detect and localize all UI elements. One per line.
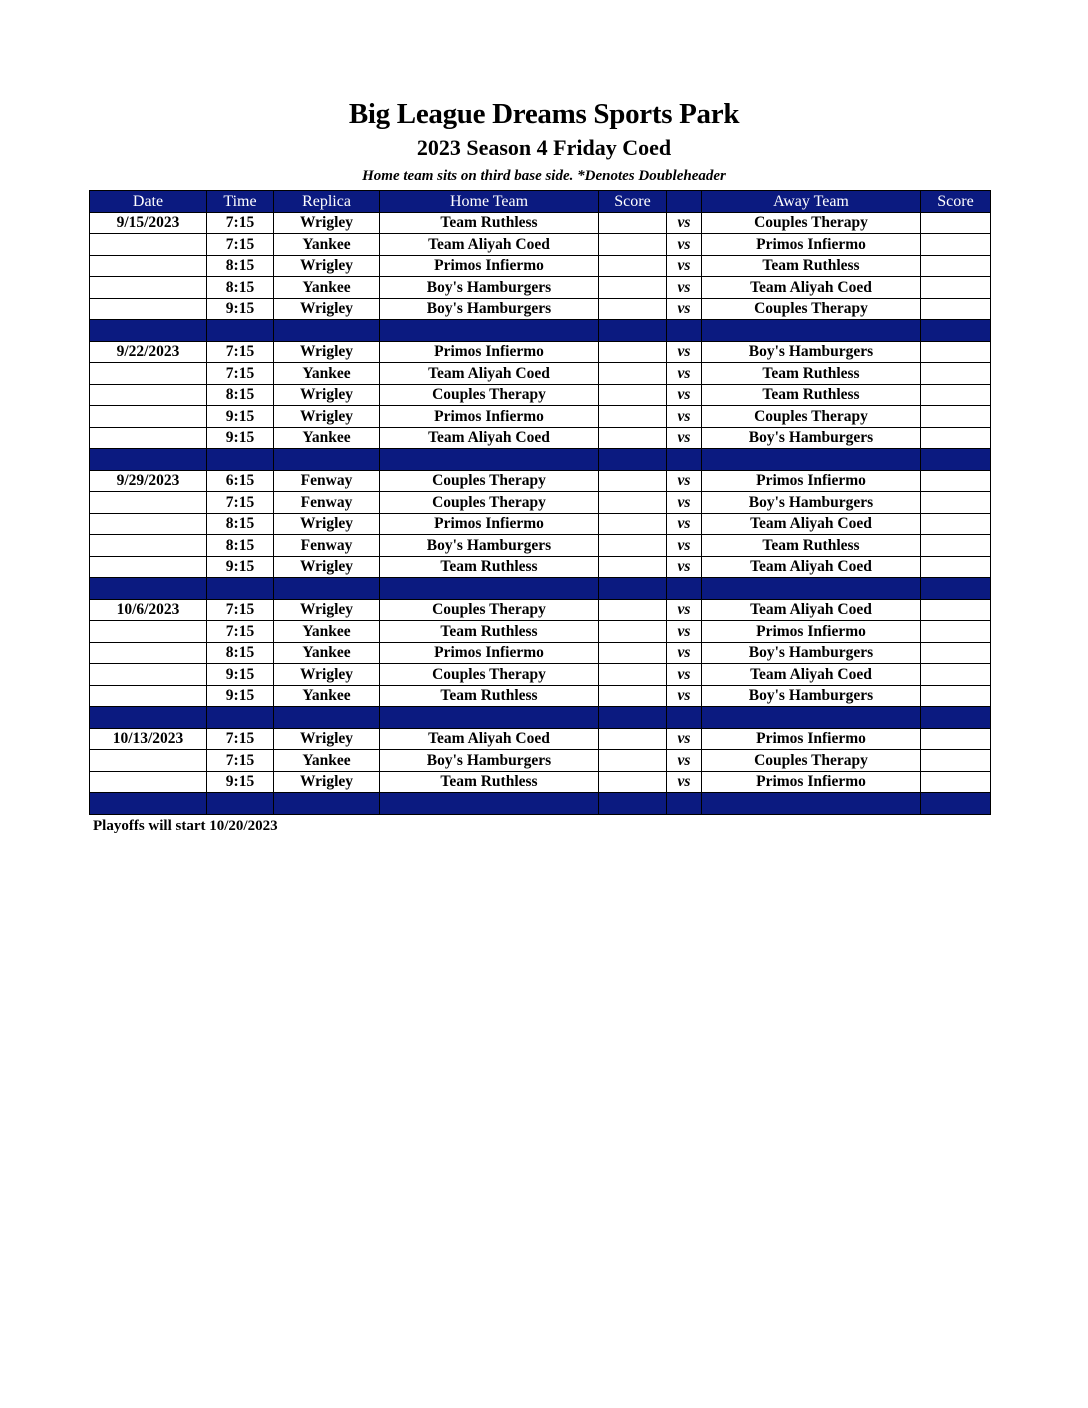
away-team-cell: Boy's Hamburgers [702, 427, 921, 449]
home-team-cell: Primos Infiermo [380, 406, 599, 428]
vs-cell: vs [667, 363, 702, 385]
home-team-cell: Primos Infiermo [380, 341, 599, 363]
separator-cell [207, 578, 274, 600]
separator-cell [667, 449, 702, 471]
separator-cell [90, 320, 207, 342]
away-team-cell: Couples Therapy [702, 750, 921, 772]
replica-cell: Yankee [274, 685, 380, 707]
time-cell: 7:15 [207, 750, 274, 772]
separator-cell [207, 793, 274, 815]
separator-cell [274, 320, 380, 342]
time-cell: 8:15 [207, 277, 274, 299]
away-score-cell [921, 599, 991, 621]
home-team-cell: Couples Therapy [380, 470, 599, 492]
game-row [90, 513, 991, 535]
away-score-cell [921, 234, 991, 256]
column-header-date: Date [90, 191, 207, 213]
home-score-cell [599, 341, 667, 363]
home-team-cell: Team Ruthless [380, 685, 599, 707]
separator-cell [90, 793, 207, 815]
date-cell: 10/13/2023 [90, 728, 207, 750]
date-cell [90, 384, 207, 406]
home-team-cell: Primos Infiermo [380, 513, 599, 535]
replica-cell: Wrigley [274, 599, 380, 621]
date-cell [90, 556, 207, 578]
date-cell [90, 664, 207, 686]
time-cell: 7:15 [207, 492, 274, 514]
separator-cell [274, 449, 380, 471]
home-score-cell [599, 492, 667, 514]
game-row [90, 277, 991, 299]
away-score-cell [921, 728, 991, 750]
column-header-vs [667, 191, 702, 213]
home-score-cell [599, 470, 667, 492]
vs-cell: vs [667, 298, 702, 320]
schedule-table [89, 190, 991, 815]
game-row [90, 406, 991, 428]
time-cell: 7:15 [207, 728, 274, 750]
away-team-cell: Team Ruthless [702, 384, 921, 406]
page-title: Big League Dreams Sports Park [348, 98, 740, 130]
replica-cell: Yankee [274, 642, 380, 664]
time-cell: 7:15 [207, 363, 274, 385]
date-cell [90, 621, 207, 643]
time-cell: 8:15 [207, 513, 274, 535]
away-team-cell: Couples Therapy [702, 212, 921, 234]
away-team-cell: Team Aliyah Coed [702, 277, 921, 299]
separator-cell [274, 707, 380, 729]
replica-cell: Yankee [274, 427, 380, 449]
game-row [90, 341, 991, 363]
separator-cell [702, 707, 921, 729]
date-cell [90, 750, 207, 772]
away-team-cell: Team Aliyah Coed [702, 513, 921, 535]
time-cell: 7:15 [207, 341, 274, 363]
away-team-cell: Primos Infiermo [702, 470, 921, 492]
game-row [90, 234, 991, 256]
home-score-cell [599, 642, 667, 664]
replica-cell: Yankee [274, 234, 380, 256]
home-team-cell: Primos Infiermo [380, 642, 599, 664]
game-row [90, 771, 991, 793]
vs-cell: vs [667, 771, 702, 793]
date-cell [90, 255, 207, 277]
separator-cell [90, 449, 207, 471]
vs-cell: vs [667, 535, 702, 557]
time-cell: 7:15 [207, 599, 274, 621]
home-team-cell: Team Aliyah Coed [380, 234, 599, 256]
home-team-cell: Team Aliyah Coed [380, 363, 599, 385]
replica-cell: Fenway [274, 535, 380, 557]
separator-cell [667, 578, 702, 600]
replica-cell: Wrigley [274, 556, 380, 578]
separator-cell [380, 707, 599, 729]
game-row [90, 298, 991, 320]
game-row [90, 363, 991, 385]
replica-cell: Wrigley [274, 255, 380, 277]
vs-cell: vs [667, 427, 702, 449]
home-score-cell [599, 384, 667, 406]
away-score-cell [921, 750, 991, 772]
replica-cell: Yankee [274, 750, 380, 772]
separator-cell [380, 793, 599, 815]
away-team-cell: Boy's Hamburgers [702, 685, 921, 707]
date-cell: 9/22/2023 [90, 341, 207, 363]
away-score-cell [921, 363, 991, 385]
week-separator-row [90, 793, 991, 815]
separator-cell [207, 449, 274, 471]
vs-cell: vs [667, 234, 702, 256]
vs-cell: vs [667, 599, 702, 621]
home-team-cell: Team Ruthless [380, 771, 599, 793]
game-row [90, 685, 991, 707]
away-score-cell [921, 621, 991, 643]
time-cell: 7:15 [207, 234, 274, 256]
separator-cell [599, 320, 667, 342]
replica-cell: Wrigley [274, 728, 380, 750]
vs-cell: vs [667, 492, 702, 514]
week-separator-row [90, 320, 991, 342]
separator-cell [702, 449, 921, 471]
home-team-cell: Boy's Hamburgers [380, 750, 599, 772]
separator-cell [702, 578, 921, 600]
date-cell [90, 427, 207, 449]
replica-cell: Fenway [274, 492, 380, 514]
separator-cell [207, 320, 274, 342]
home-score-cell [599, 750, 667, 772]
time-cell: 9:15 [207, 685, 274, 707]
time-cell: 9:15 [207, 556, 274, 578]
replica-cell: Yankee [274, 363, 380, 385]
replica-cell: Wrigley [274, 771, 380, 793]
replica-cell: Wrigley [274, 664, 380, 686]
doubleheader-note: Home team sits on third base side. *Denotes Doubleheader [362, 168, 726, 184]
home-score-cell [599, 535, 667, 557]
away-team-cell: Boy's Hamburgers [702, 492, 921, 514]
date-cell [90, 363, 207, 385]
game-row [90, 556, 991, 578]
home-score-cell [599, 363, 667, 385]
column-header-home-team: Home Team [380, 191, 599, 213]
replica-cell: Wrigley [274, 298, 380, 320]
separator-cell [702, 320, 921, 342]
home-score-cell [599, 298, 667, 320]
home-team-cell: Team Aliyah Coed [380, 427, 599, 449]
separator-cell [380, 320, 599, 342]
away-team-cell: Team Aliyah Coed [702, 664, 921, 686]
separator-cell [921, 320, 991, 342]
away-team-cell: Team Ruthless [702, 535, 921, 557]
home-score-cell [599, 685, 667, 707]
vs-cell: vs [667, 277, 702, 299]
replica-cell: Fenway [274, 470, 380, 492]
away-score-cell [921, 341, 991, 363]
week-separator-row [90, 707, 991, 729]
away-score-cell [921, 298, 991, 320]
separator-cell [599, 707, 667, 729]
away-score-cell [921, 771, 991, 793]
vs-cell: vs [667, 728, 702, 750]
game-row [90, 470, 991, 492]
home-score-cell [599, 277, 667, 299]
separator-cell [380, 578, 599, 600]
home-score-cell [599, 771, 667, 793]
vs-cell: vs [667, 212, 702, 234]
vs-cell: vs [667, 664, 702, 686]
away-score-cell [921, 406, 991, 428]
time-cell: 8:15 [207, 384, 274, 406]
column-header-away-score: Score [921, 191, 991, 213]
game-row [90, 621, 991, 643]
game-row [90, 642, 991, 664]
replica-cell: Wrigley [274, 212, 380, 234]
vs-cell: vs [667, 513, 702, 535]
away-score-cell [921, 642, 991, 664]
home-team-cell: Couples Therapy [380, 384, 599, 406]
away-score-cell [921, 492, 991, 514]
home-team-cell: Couples Therapy [380, 664, 599, 686]
away-score-cell [921, 470, 991, 492]
separator-cell [921, 449, 991, 471]
separator-cell [599, 793, 667, 815]
date-cell [90, 685, 207, 707]
away-score-cell [921, 277, 991, 299]
date-cell [90, 277, 207, 299]
time-cell: 9:15 [207, 771, 274, 793]
home-team-cell: Team Ruthless [380, 556, 599, 578]
time-cell: 9:15 [207, 664, 274, 686]
away-team-cell: Primos Infiermo [702, 621, 921, 643]
home-team-cell: Primos Infiermo [380, 255, 599, 277]
game-row [90, 384, 991, 406]
table-header-row [90, 191, 991, 213]
home-score-cell [599, 513, 667, 535]
game-row [90, 599, 991, 621]
game-row [90, 728, 991, 750]
vs-cell: vs [667, 406, 702, 428]
schedule-body [90, 212, 991, 814]
time-cell: 9:15 [207, 427, 274, 449]
date-cell [90, 492, 207, 514]
replica-cell: Wrigley [274, 341, 380, 363]
away-team-cell: Primos Infiermo [702, 728, 921, 750]
home-team-cell: Boy's Hamburgers [380, 298, 599, 320]
vs-cell: vs [667, 685, 702, 707]
column-header-away-team: Away Team [702, 191, 921, 213]
separator-cell [667, 320, 702, 342]
replica-cell: Yankee [274, 277, 380, 299]
week-separator-row [90, 578, 991, 600]
game-row [90, 535, 991, 557]
away-team-cell: Boy's Hamburgers [702, 341, 921, 363]
date-cell [90, 406, 207, 428]
separator-cell [207, 707, 274, 729]
away-team-cell: Couples Therapy [702, 298, 921, 320]
game-row [90, 664, 991, 686]
column-header-home-score: Score [599, 191, 667, 213]
date-cell: 9/15/2023 [90, 212, 207, 234]
away-score-cell [921, 384, 991, 406]
away-score-cell [921, 212, 991, 234]
time-cell: 8:15 [207, 255, 274, 277]
time-cell: 6:15 [207, 470, 274, 492]
away-score-cell [921, 556, 991, 578]
separator-cell [667, 707, 702, 729]
week-separator-row [90, 449, 991, 471]
time-cell: 8:15 [207, 642, 274, 664]
replica-cell: Yankee [274, 621, 380, 643]
away-team-cell: Primos Infiermo [702, 771, 921, 793]
away-team-cell: Primos Infiermo [702, 234, 921, 256]
separator-cell [599, 449, 667, 471]
page-subtitle: 2023 Season 4 Friday Coed [416, 135, 672, 160]
date-cell [90, 642, 207, 664]
home-score-cell [599, 728, 667, 750]
time-cell: 9:15 [207, 298, 274, 320]
date-cell: 10/6/2023 [90, 599, 207, 621]
column-header-replica: Replica [274, 191, 380, 213]
separator-cell [90, 707, 207, 729]
replica-cell: Wrigley [274, 384, 380, 406]
separator-cell [921, 578, 991, 600]
home-score-cell [599, 212, 667, 234]
away-score-cell [921, 535, 991, 557]
away-team-cell: Team Aliyah Coed [702, 556, 921, 578]
column-header-time: Time [207, 191, 274, 213]
time-cell: 7:15 [207, 621, 274, 643]
replica-cell: Wrigley [274, 406, 380, 428]
away-score-cell [921, 255, 991, 277]
away-team-cell: Team Ruthless [702, 363, 921, 385]
date-cell [90, 234, 207, 256]
game-row [90, 750, 991, 772]
date-cell [90, 513, 207, 535]
game-row [90, 255, 991, 277]
playoffs-note: Playoffs will start 10/20/2023 [93, 818, 278, 834]
away-team-cell: Boy's Hamburgers [702, 642, 921, 664]
date-cell: 9/29/2023 [90, 470, 207, 492]
separator-cell [599, 578, 667, 600]
vs-cell: vs [667, 255, 702, 277]
game-row [90, 492, 991, 514]
home-team-cell: Team Ruthless [380, 212, 599, 234]
date-cell [90, 298, 207, 320]
vs-cell: vs [667, 470, 702, 492]
separator-cell [90, 578, 207, 600]
separator-cell [702, 793, 921, 815]
game-row [90, 212, 991, 234]
date-cell [90, 535, 207, 557]
vs-cell: vs [667, 384, 702, 406]
separator-cell [274, 578, 380, 600]
away-team-cell: Team Ruthless [702, 255, 921, 277]
time-cell: 8:15 [207, 535, 274, 557]
home-score-cell [599, 621, 667, 643]
vs-cell: vs [667, 621, 702, 643]
separator-cell [921, 793, 991, 815]
home-team-cell: Couples Therapy [380, 599, 599, 621]
away-score-cell [921, 513, 991, 535]
home-team-cell: Team Ruthless [380, 621, 599, 643]
separator-cell [667, 793, 702, 815]
game-row [90, 427, 991, 449]
home-score-cell [599, 556, 667, 578]
vs-cell: vs [667, 556, 702, 578]
separator-cell [380, 449, 599, 471]
away-team-cell: Team Aliyah Coed [702, 599, 921, 621]
away-score-cell [921, 427, 991, 449]
away-score-cell [921, 664, 991, 686]
home-score-cell [599, 664, 667, 686]
time-cell: 9:15 [207, 406, 274, 428]
date-cell [90, 771, 207, 793]
home-score-cell [599, 255, 667, 277]
home-team-cell: Team Aliyah Coed [380, 728, 599, 750]
home-team-cell: Couples Therapy [380, 492, 599, 514]
home-team-cell: Boy's Hamburgers [380, 277, 599, 299]
home-score-cell [599, 599, 667, 621]
vs-cell: vs [667, 341, 702, 363]
away-score-cell [921, 685, 991, 707]
time-cell: 7:15 [207, 212, 274, 234]
vs-cell: vs [667, 750, 702, 772]
replica-cell: Wrigley [274, 513, 380, 535]
vs-cell: vs [667, 642, 702, 664]
separator-cell [921, 707, 991, 729]
home-score-cell [599, 427, 667, 449]
separator-cell [274, 793, 380, 815]
home-score-cell [599, 234, 667, 256]
home-score-cell [599, 406, 667, 428]
away-team-cell: Couples Therapy [702, 406, 921, 428]
home-team-cell: Boy's Hamburgers [380, 535, 599, 557]
